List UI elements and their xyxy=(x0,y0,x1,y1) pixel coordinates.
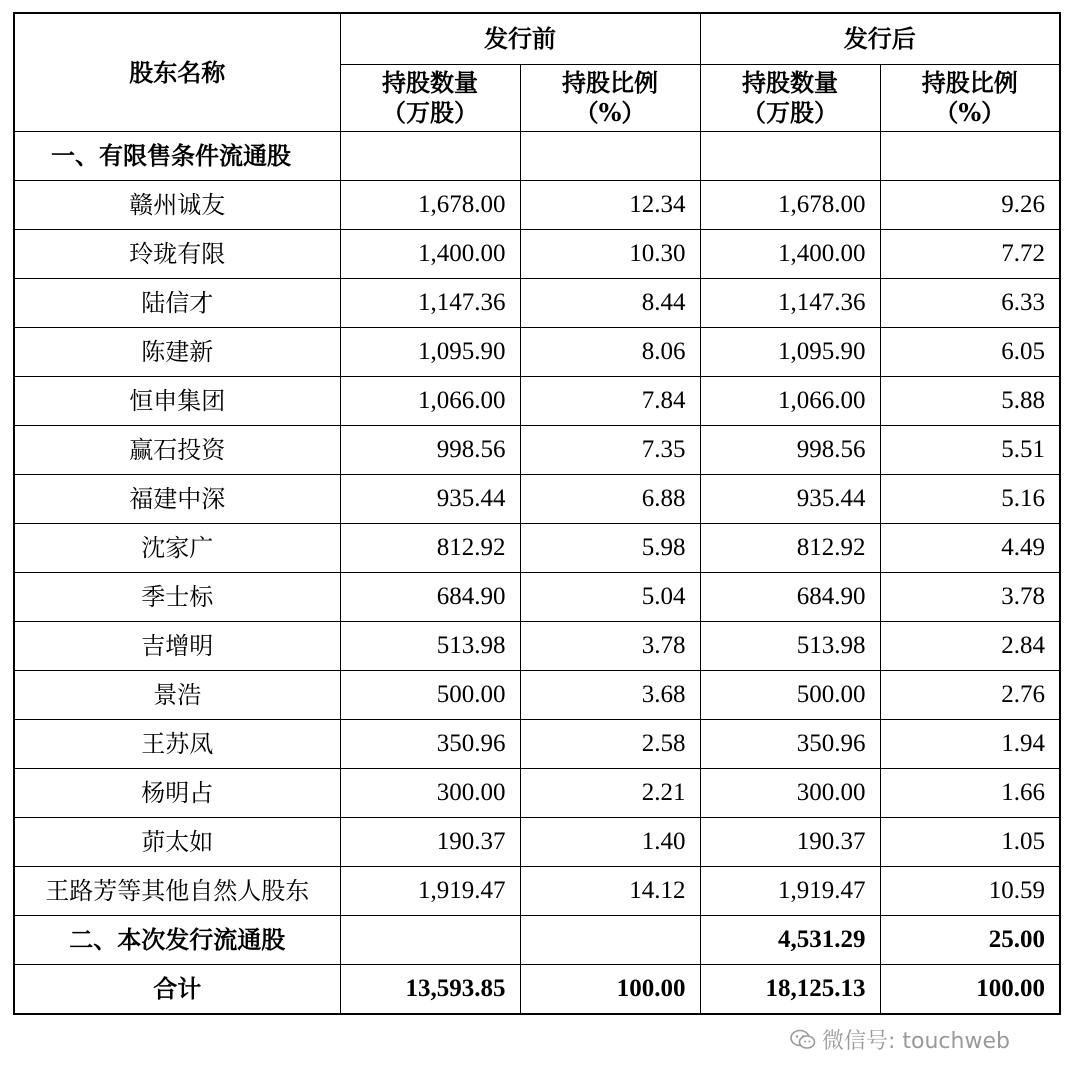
shareholder-name: 玲珑有限 xyxy=(14,230,340,279)
after-shares: 1,919.47 xyxy=(700,867,880,916)
table-body xyxy=(14,132,1060,1015)
before-ratio: 8.44 xyxy=(520,279,700,328)
shareholder-name: 赣州诚友 xyxy=(14,181,340,230)
header-row-top xyxy=(14,13,1060,65)
before-shares: 513.98 xyxy=(340,622,520,671)
after-shares: 350.96 xyxy=(700,720,880,769)
before-shares: 1,066.00 xyxy=(340,377,520,426)
header-before-shares-line1: 持股数量 xyxy=(382,68,478,97)
before-shares: 1,095.90 xyxy=(340,328,520,377)
table-row xyxy=(14,818,1060,867)
header-after-ratio-line2: （%） xyxy=(934,98,1006,127)
before-ratio: 2.21 xyxy=(520,769,700,818)
after-shares: 500.00 xyxy=(700,671,880,720)
before-shares: 1,678.00 xyxy=(340,181,520,230)
section-cell-empty xyxy=(520,132,700,181)
shareholder-name: 吉增明 xyxy=(14,622,340,671)
header-after-ratio xyxy=(880,65,1060,132)
section-label-new-issue: 二、本次发行流通股 xyxy=(14,916,340,965)
after-ratio: 10.59 xyxy=(880,867,1060,916)
header-before-shares xyxy=(340,65,520,132)
before-shares: 812.92 xyxy=(340,524,520,573)
shareholder-name: 陆信才 xyxy=(14,279,340,328)
before-ratio: 6.88 xyxy=(520,475,700,524)
after-shares: 513.98 xyxy=(700,622,880,671)
before-ratio: 5.98 xyxy=(520,524,700,573)
shareholder-name: 陈建新 xyxy=(14,328,340,377)
table-row xyxy=(14,328,1060,377)
new-issue-before-ratio xyxy=(520,916,700,965)
header-after-shares-line2: （万股） xyxy=(742,98,838,127)
shareholder-name: 杨明占 xyxy=(14,769,340,818)
total-label: 合计 xyxy=(14,965,340,1015)
table-row xyxy=(14,426,1060,475)
header-before-ratio-line1: 持股比例 xyxy=(562,68,658,97)
table-row xyxy=(14,181,1060,230)
after-shares: 998.56 xyxy=(700,426,880,475)
before-shares: 300.00 xyxy=(340,769,520,818)
after-shares: 684.90 xyxy=(700,573,880,622)
before-ratio: 3.68 xyxy=(520,671,700,720)
section-cell-empty xyxy=(880,132,1060,181)
after-ratio: 3.78 xyxy=(880,573,1060,622)
after-ratio: 6.05 xyxy=(880,328,1060,377)
shareholder-name: 季士标 xyxy=(14,573,340,622)
header-before-ratio-line2: （%） xyxy=(574,98,646,127)
before-shares: 684.90 xyxy=(340,573,520,622)
after-ratio: 5.51 xyxy=(880,426,1060,475)
before-shares: 1,147.36 xyxy=(340,279,520,328)
after-shares: 190.37 xyxy=(700,818,880,867)
section-cell-empty xyxy=(700,132,880,181)
total-before-ratio: 100.00 xyxy=(520,965,700,1015)
after-shares: 1,400.00 xyxy=(700,230,880,279)
after-ratio: 1.94 xyxy=(880,720,1060,769)
table-row xyxy=(14,377,1060,426)
watermark-text: 微信号: touchweb xyxy=(822,1029,1010,1054)
before-ratio: 7.35 xyxy=(520,426,700,475)
section-label-restricted: 一、有限售条件流通股 xyxy=(14,132,340,181)
after-ratio: 2.76 xyxy=(880,671,1060,720)
shareholder-name: 沈家广 xyxy=(14,524,340,573)
after-ratio: 6.33 xyxy=(880,279,1060,328)
after-shares: 1,066.00 xyxy=(700,377,880,426)
shareholding-table xyxy=(13,12,1061,1015)
header-shareholder-name: 股东名称 xyxy=(14,13,340,132)
wechat-icon xyxy=(790,1029,816,1051)
after-shares: 1,678.00 xyxy=(700,181,880,230)
before-shares: 935.44 xyxy=(340,475,520,524)
new-issue-after-ratio: 25.00 xyxy=(880,916,1060,965)
header-after-ratio-line1: 持股比例 xyxy=(921,68,1018,97)
shareholder-name: 福建中深 xyxy=(14,475,340,524)
after-ratio: 2.84 xyxy=(880,622,1060,671)
after-ratio: 5.88 xyxy=(880,377,1060,426)
before-ratio: 2.58 xyxy=(520,720,700,769)
table-row xyxy=(14,573,1060,622)
before-shares: 1,919.47 xyxy=(340,867,520,916)
before-ratio: 12.34 xyxy=(520,181,700,230)
watermark xyxy=(790,1024,1010,1055)
shareholder-name: 王苏凤 xyxy=(14,720,340,769)
total-before-shares: 13,593.85 xyxy=(340,965,520,1015)
before-shares: 190.37 xyxy=(340,818,520,867)
before-shares: 1,400.00 xyxy=(340,230,520,279)
shareholder-name: 王路芳等其他自然人股东 xyxy=(14,867,340,916)
total-after-ratio: 100.00 xyxy=(880,965,1060,1015)
after-ratio: 5.16 xyxy=(880,475,1060,524)
table-row xyxy=(14,867,1060,916)
shareholding-table-container xyxy=(13,12,1059,1015)
after-shares: 1,147.36 xyxy=(700,279,880,328)
section-row-restricted xyxy=(14,132,1060,181)
before-ratio: 8.06 xyxy=(520,328,700,377)
before-ratio: 5.04 xyxy=(520,573,700,622)
before-ratio: 1.40 xyxy=(520,818,700,867)
header-after-issue: 发行后 xyxy=(700,13,1060,65)
header-before-issue: 发行前 xyxy=(340,13,700,65)
total-row xyxy=(14,965,1060,1015)
before-ratio: 14.12 xyxy=(520,867,700,916)
table-row xyxy=(14,230,1060,279)
after-ratio: 1.05 xyxy=(880,818,1060,867)
new-issue-before-shares xyxy=(340,916,520,965)
after-ratio: 7.72 xyxy=(880,230,1060,279)
table-row xyxy=(14,475,1060,524)
before-ratio: 7.84 xyxy=(520,377,700,426)
section-cell-empty xyxy=(340,132,520,181)
table-row xyxy=(14,524,1060,573)
new-issue-after-shares: 4,531.29 xyxy=(700,916,880,965)
after-shares: 812.92 xyxy=(700,524,880,573)
header-after-shares-line1: 持股数量 xyxy=(742,68,838,97)
before-shares: 350.96 xyxy=(340,720,520,769)
table-row xyxy=(14,769,1060,818)
after-ratio: 4.49 xyxy=(880,524,1060,573)
shareholder-name: 恒申集团 xyxy=(14,377,340,426)
shareholder-name: 景浩 xyxy=(14,671,340,720)
after-ratio: 9.26 xyxy=(880,181,1060,230)
header-before-shares-line2: （万股） xyxy=(382,98,478,127)
before-ratio: 3.78 xyxy=(520,622,700,671)
after-ratio: 1.66 xyxy=(880,769,1060,818)
after-shares: 300.00 xyxy=(700,769,880,818)
table-row xyxy=(14,671,1060,720)
before-ratio: 10.30 xyxy=(520,230,700,279)
header-after-shares xyxy=(700,65,880,132)
table-row xyxy=(14,720,1060,769)
after-shares: 935.44 xyxy=(700,475,880,524)
section-row-new-issue xyxy=(14,916,1060,965)
before-shares: 998.56 xyxy=(340,426,520,475)
shareholder-name: 茆太如 xyxy=(14,818,340,867)
table-row xyxy=(14,279,1060,328)
total-after-shares: 18,125.13 xyxy=(700,965,880,1015)
shareholder-name: 赢石投资 xyxy=(14,426,340,475)
header-before-ratio xyxy=(520,65,700,132)
table-row xyxy=(14,622,1060,671)
before-shares: 500.00 xyxy=(340,671,520,720)
after-shares: 1,095.90 xyxy=(700,328,880,377)
